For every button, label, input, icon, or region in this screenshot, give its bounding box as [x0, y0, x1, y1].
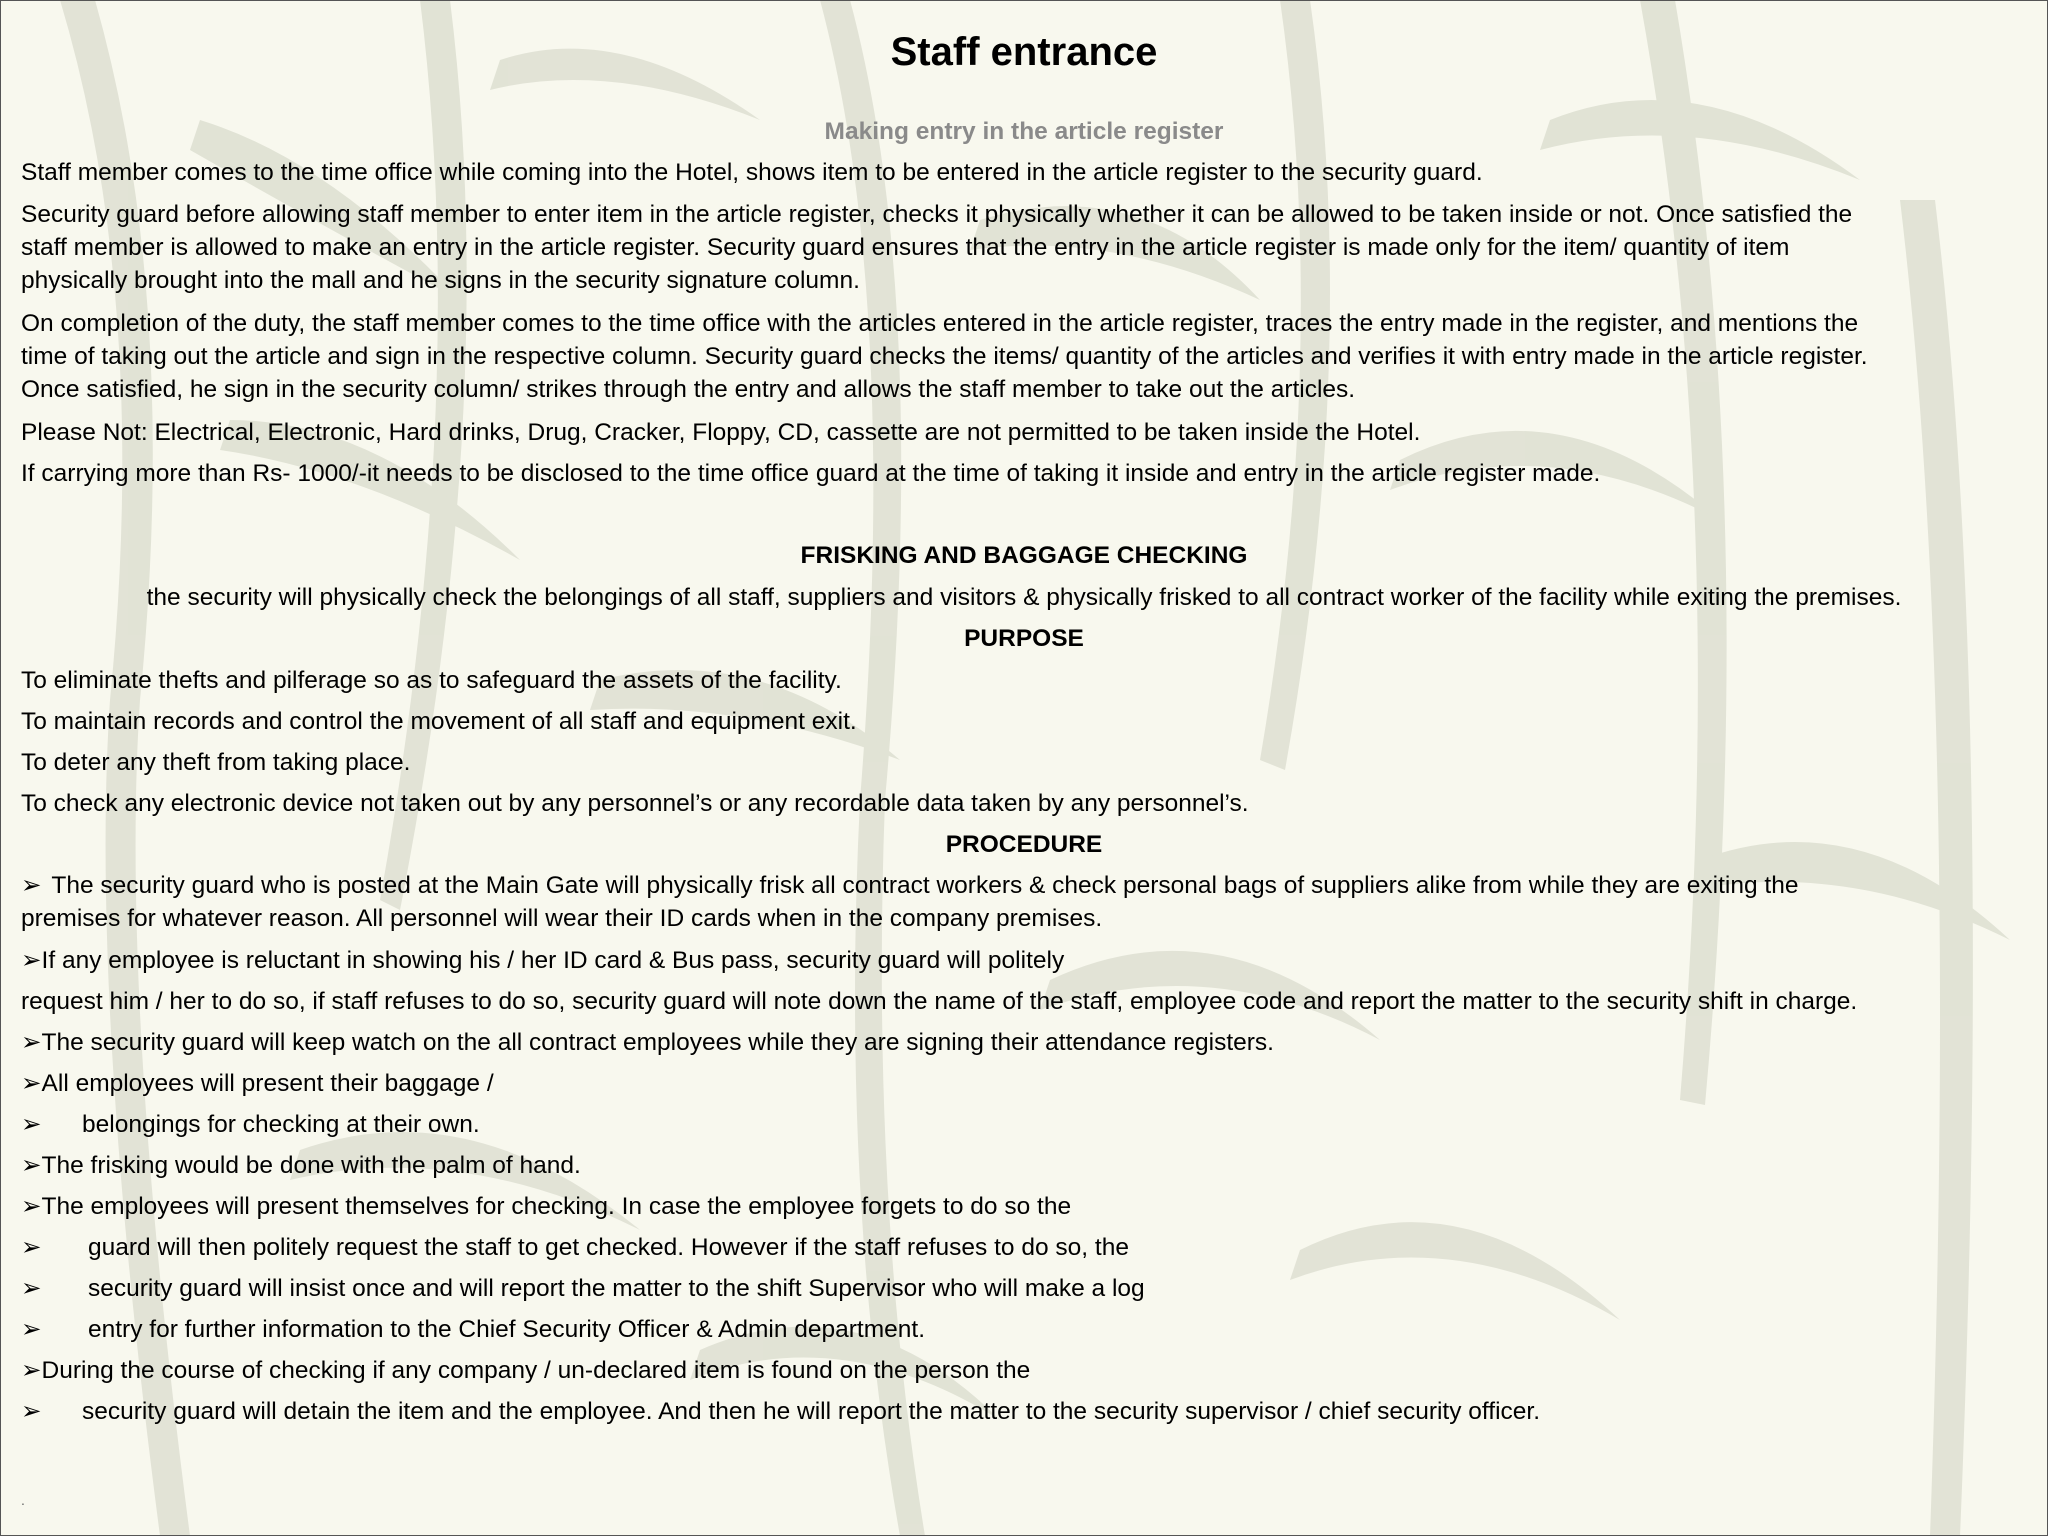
arrow-bullet-icon: ➢	[21, 1152, 42, 1179]
arrow-bullet-icon: ➢	[21, 1316, 42, 1343]
paragraph-line: If carrying more than Rs- 1000/-it needs to be disclosed to the time office guard at the time of taking it inside and entry in the article register made.	[21, 460, 1601, 487]
arrow-bullet-icon: ➢	[21, 1111, 42, 1138]
purpose-item: To maintain records and control the movement of all staff and equipment exit.	[21, 708, 857, 735]
arrow-bullet-icon: ➢	[21, 1357, 42, 1384]
purpose-item: To eliminate thefts and pilferage so as to safeguard the assets of the facility.	[21, 667, 842, 694]
paragraph-line: Staff member comes to the time office while coming into the Hotel, shows item to be entered in the article register to the security guard.	[21, 159, 1483, 186]
frisking-text: the security will physically check the belongings of all staff, suppliers and visitors & physically frisked to all contract worker of the facility while exiting the premises.	[146, 584, 1902, 611]
arrow-bullet-icon: ➢	[21, 947, 42, 974]
procedure-item: ➢The employees will present themselves for checking. In case the employee forgets to do so the	[21, 1193, 1072, 1220]
arrow-bullet-icon: ➢	[21, 1398, 42, 1425]
procedure-item: ➢If any employee is reluctant in showing his / her ID card & Bus pass, security guard will politely	[21, 947, 1065, 974]
procedure-item: ➢During the course of checking if any company / un-declared item is found on the person the	[21, 1357, 1031, 1384]
procedure-item: request him / her to do so, if staff refuses to do so, security guard will note down the name of the staff, employee code and report the matter to the security shift in charge.	[21, 988, 1858, 1015]
paragraph-line: physically brought into the mall and he signs in the security signature column.	[21, 267, 860, 294]
procedure-item: ➢ security guard will insist once and will report the matter to the shift Supervisor who will make a log	[21, 1275, 1145, 1302]
paragraph-line: staff member is allowed to make an entry in the article register. Security guard ensures that the entry in the article register is made only for the item/ quantity of item	[21, 234, 1790, 261]
procedure-item: ➢ belongings for checking at their own.	[21, 1111, 480, 1138]
paragraph-line: Once satisfied, he sign in the security column/ strikes through the entry and allows the staff member to take out the articles.	[21, 376, 1356, 403]
procedure-item: ➢The frisking would be done with the palm of hand.	[21, 1152, 581, 1179]
purpose-item: To deter any theft from taking place.	[21, 749, 411, 776]
arrow-bullet-icon: ➢	[21, 1193, 42, 1220]
paragraph-line: time of taking out the article and sign in the respective column. Security guard checks the items/ quantity of the articles and verifies it with entry made in the article register.	[21, 343, 1868, 370]
paragraph-line: On completion of the duty, the staff member comes to the time office with the articles entered in the article register, traces the entry made in the register, and mentions the	[21, 310, 1859, 337]
arrow-bullet-icon: ➢	[21, 872, 42, 899]
procedure-item: ➢ guard will then politely request the staff to get checked. However if the staff refuses to do so, the	[21, 1234, 1129, 1261]
procedure-item: premises for whatever reason. All personnel will wear their ID cards when in the company premises.	[21, 905, 1103, 932]
procedure-item: ➢All employees will present their baggage /	[21, 1070, 494, 1097]
arrow-bullet-icon: ➢	[21, 1029, 42, 1056]
paragraph-line: Please Not: Electrical, Electronic, Hard drinks, Drug, Cracker, Floppy, CD, cassette are not permitted to be taken inside the Hotel.	[21, 419, 1421, 446]
paragraph-line: Security guard before allowing staff member to enter item in the article register, checks it physically whether it can be allowed to be taken inside or not. Once satisfied the	[21, 201, 1853, 228]
footer-mark: .	[21, 1492, 25, 1508]
section-heading-frisking: FRISKING AND BAGGAGE CHECKING	[800, 542, 1248, 569]
procedure-item: ➢ entry for further information to the Chief Security Officer & Admin department.	[21, 1316, 926, 1343]
subtitle: Making entry in the article register	[824, 118, 1224, 145]
arrow-bullet-icon: ➢	[21, 1275, 42, 1302]
section-heading-procedure: PROCEDURE	[945, 831, 1103, 858]
procedure-item: ➢ The security guard who is posted at the Main Gate will physically frisk all contract workers & check personal bags of suppliers alike from while they are exiting the	[21, 872, 1799, 899]
procedure-item: ➢ security guard will detain the item and the employee. And then he will report the matter to the security supervisor / chief security officer.	[21, 1398, 1541, 1425]
arrow-bullet-icon: ➢	[21, 1234, 42, 1261]
arrow-bullet-icon: ➢	[21, 1070, 42, 1097]
purpose-item: To check any electronic device not taken out by any personnel’s or any recordable data taken by any personnel’s.	[21, 790, 1249, 817]
slide-title: Staff entrance	[890, 30, 1158, 74]
section-heading-purpose: PURPOSE	[964, 625, 1084, 652]
procedure-item: ➢The security guard will keep watch on the all contract employees while they are signing their attendance registers.	[21, 1029, 1274, 1056]
